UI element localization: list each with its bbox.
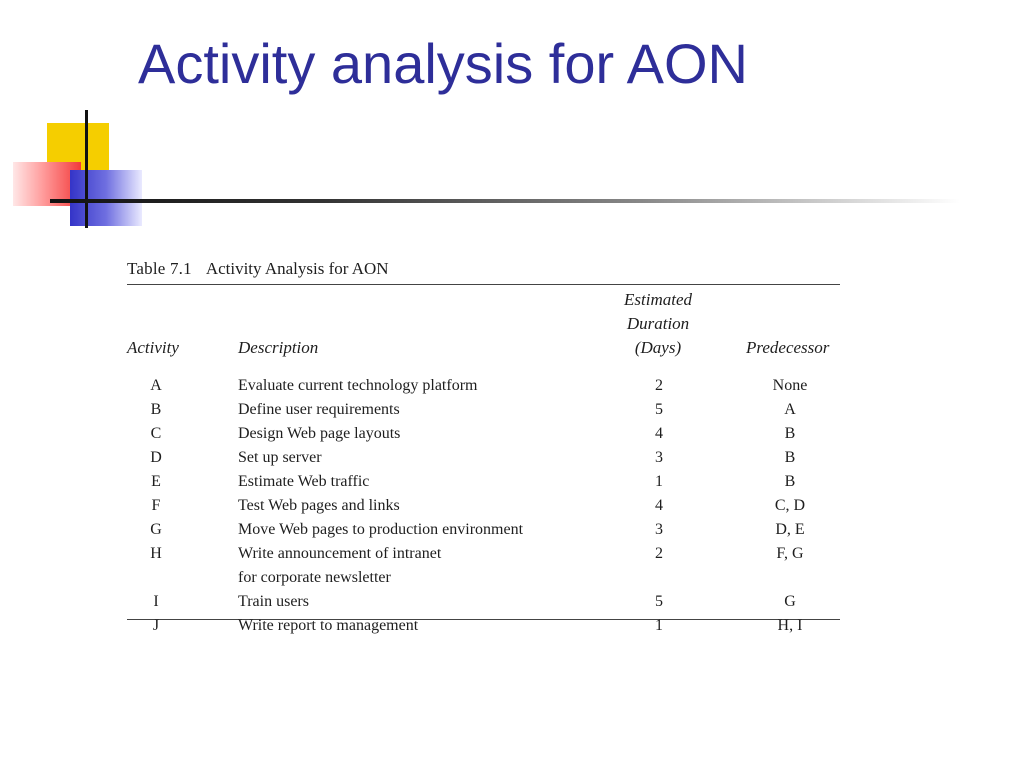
cell-activity: G xyxy=(150,521,162,538)
cell-duration: 2 xyxy=(655,545,663,562)
header-duration-line2: Duration xyxy=(626,314,690,333)
cell-predecessor: A xyxy=(784,401,796,418)
cell-duration: 3 xyxy=(655,521,663,538)
cell-activity: I xyxy=(153,593,159,610)
cell-description: Set up server xyxy=(238,449,322,466)
cell-predecessor: B xyxy=(784,449,796,466)
cell-duration: 2 xyxy=(655,377,663,394)
header-description: Description xyxy=(238,338,319,357)
cell-duration: 5 xyxy=(655,593,663,610)
cell-description: Define user requirements xyxy=(238,401,400,418)
cell-duration: 3 xyxy=(655,449,663,466)
cell-activity: D xyxy=(150,449,162,466)
cell-duration: 5 xyxy=(655,401,663,418)
cell-predecessor: H, I xyxy=(777,617,803,634)
table-row xyxy=(127,518,840,542)
cell-activity: J xyxy=(152,617,160,634)
cell-predecessor: F, G xyxy=(776,545,804,562)
table-row xyxy=(127,614,840,638)
table-caption-number: Table 7.1 xyxy=(127,259,192,278)
cell-duration: 4 xyxy=(655,497,663,514)
cell-description: Move Web pages to production environment xyxy=(238,521,524,538)
cell-duration: 1 xyxy=(655,617,663,634)
cell-description-continued: for corporate newsletter xyxy=(238,569,391,586)
header-duration-line1: Estimated xyxy=(624,290,692,309)
header-duration xyxy=(608,288,708,360)
cell-activity: E xyxy=(151,473,161,490)
vertical-rule-decoration xyxy=(85,110,88,228)
table-row xyxy=(127,542,840,590)
cell-activity: B xyxy=(150,401,162,418)
header-activity: Activity xyxy=(127,338,179,357)
blue-square-decoration xyxy=(70,170,142,226)
cell-description: Test Web pages and links xyxy=(238,497,400,514)
cell-predecessor: B xyxy=(784,425,796,442)
cell-duration: 1 xyxy=(655,473,663,490)
cell-description: Write report to management xyxy=(238,617,419,634)
cell-description: Write announcement of intranet xyxy=(238,545,442,562)
cell-predecessor: G xyxy=(784,593,796,610)
cell-description: Estimate Web traffic xyxy=(238,473,370,490)
header-duration-line3: (Days) xyxy=(634,338,682,357)
table-row xyxy=(127,374,840,398)
table-row xyxy=(127,590,840,614)
slide-title: Activity analysis for AON xyxy=(138,32,748,95)
cell-duration: 4 xyxy=(655,425,663,442)
cell-description: Evaluate current technology platform xyxy=(238,377,478,394)
cell-description: Design Web page layouts xyxy=(238,425,401,442)
cell-activity: H xyxy=(150,545,162,562)
cell-description: Train users xyxy=(238,593,309,610)
table-top-rule xyxy=(127,284,840,285)
table-row xyxy=(127,494,840,518)
cell-predecessor: None xyxy=(772,377,808,394)
table-row xyxy=(127,398,840,422)
table-row xyxy=(127,470,840,494)
activity-table xyxy=(127,256,840,660)
title-underline-rule xyxy=(50,199,960,203)
cell-activity: F xyxy=(151,497,161,514)
cell-activity: A xyxy=(150,377,162,394)
table-body xyxy=(127,374,840,638)
cell-predecessor: D, E xyxy=(775,521,805,538)
cell-predecessor: B xyxy=(784,473,796,490)
cell-activity: C xyxy=(150,425,162,442)
table-caption-title: Activity Analysis for AON xyxy=(205,259,389,278)
table-caption xyxy=(127,256,389,282)
header-predecessor: Predecessor xyxy=(746,338,830,357)
table-row xyxy=(127,422,840,446)
cell-predecessor: C, D xyxy=(774,497,806,514)
table-row xyxy=(127,446,840,470)
